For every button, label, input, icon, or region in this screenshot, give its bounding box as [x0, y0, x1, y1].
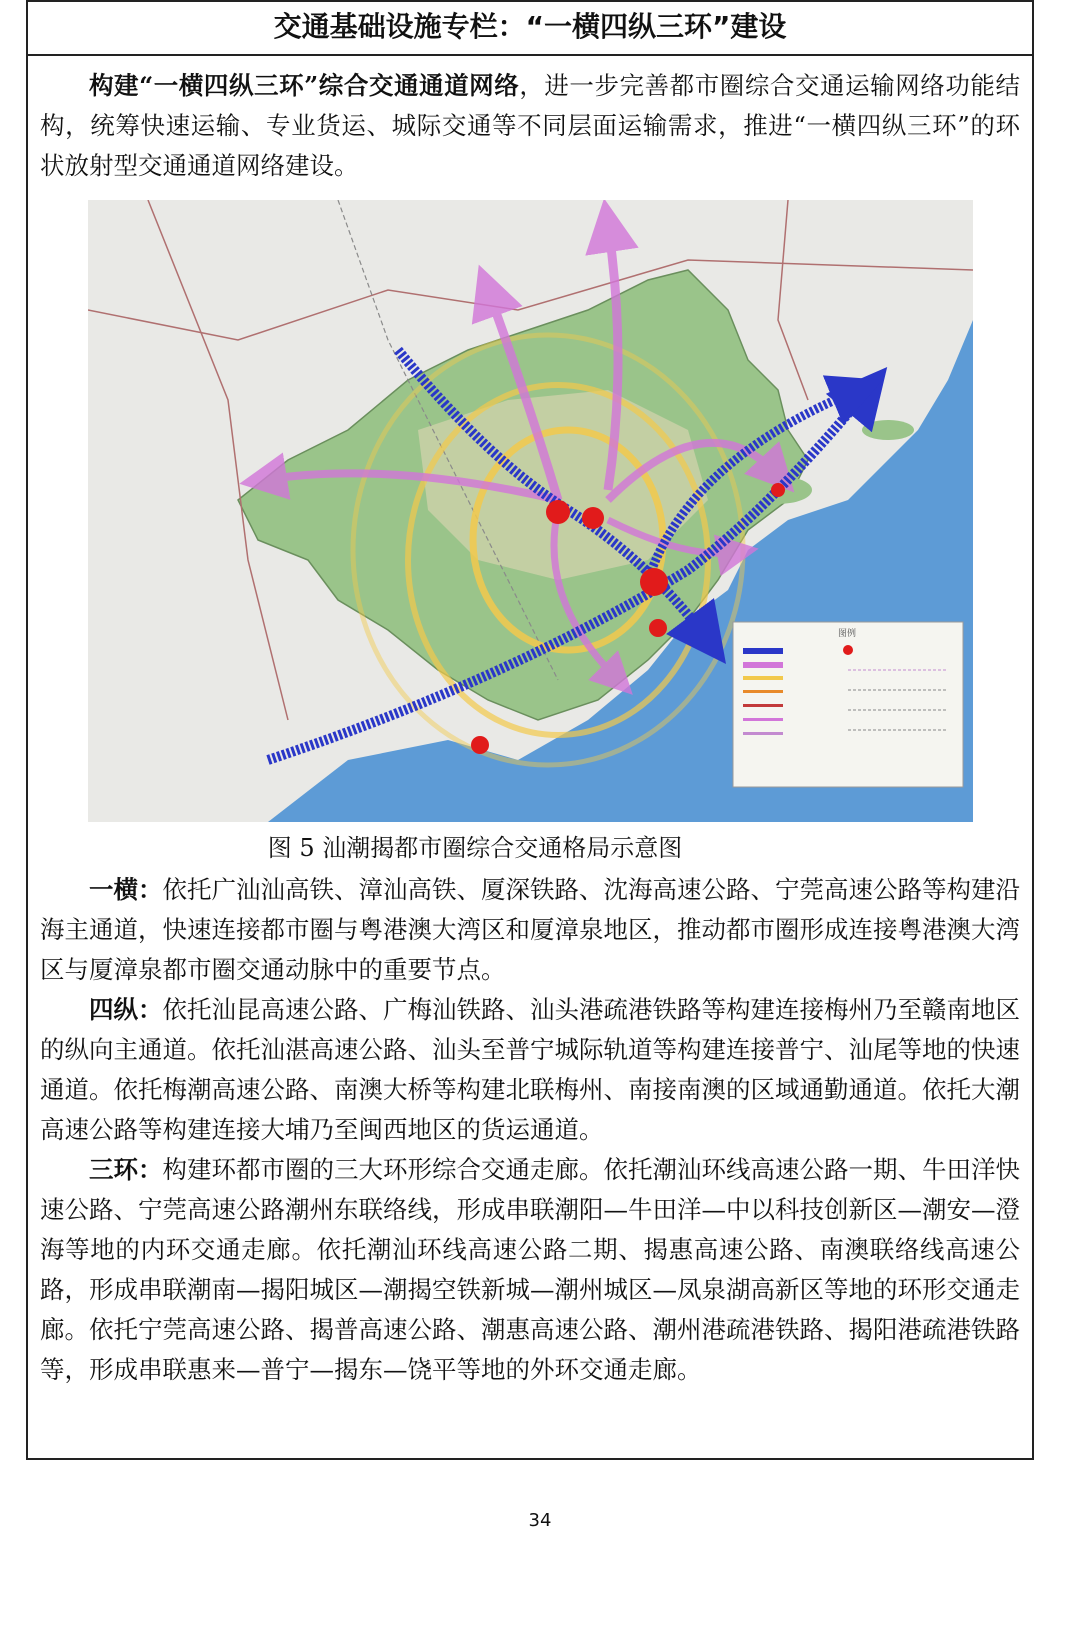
- section-paragraph-heng: [40, 870, 1020, 990]
- legend-swatch-pink: [743, 662, 783, 668]
- section-paragraph-zong: [40, 990, 1020, 1150]
- transport-map: [88, 200, 973, 822]
- legend-swatch-violet: [743, 718, 783, 721]
- city-node: [471, 736, 489, 754]
- page-number: 34: [528, 1510, 552, 1531]
- section-paragraph-huan: [40, 1150, 1020, 1390]
- section-lead-zong: 四纵：: [89, 995, 163, 1024]
- city-node: [546, 500, 570, 524]
- feature-box: [26, 0, 1034, 1460]
- section-lead-huan: 三环：: [89, 1155, 163, 1184]
- legend-swatch-orange: [743, 690, 783, 693]
- section-text-heng: 依托广汕汕高铁、漳汕高铁、厦深铁路、沈海高速公路、宁莞高速公路等构建沿海主通道，快速连接都市圈与粤港澳大湾区和厦漳泉地区，推动都市圈形成连接粤港澳大湾区与厦漳泉都市圈交通动脉中的重要节点。: [40, 875, 1020, 984]
- legend-node-icon: [843, 645, 853, 655]
- city-node: [771, 483, 785, 497]
- figure-caption: 图 5 汕潮揭都市圈综合交通格局示意图: [267, 834, 683, 862]
- legend-swatch-blue: [743, 648, 783, 654]
- intro-lead: 构建“一横四纵三环”综合交通通道网络: [89, 71, 520, 100]
- intro-text: ，进一步完善都市圈综合交通运输网络功能结构，统筹快速运输、专业货运、城际交通等不同层面运输需求，推进“一横四纵三环”的环状放射型交通通道网络建设。: [40, 71, 1020, 180]
- map-figure: [88, 200, 973, 822]
- city-node: [582, 507, 604, 529]
- box-title: 交通基础设施专栏：“一横四纵三环”建设: [28, 2, 1032, 56]
- intro-paragraph: [40, 66, 1020, 186]
- section-text-huan: 构建环都市圈的三大环形综合交通走廊。依托潮汕环线高速公路一期、牛田洋快速公路、宁莞高速公路潮州东联络线，形成串联潮阳—牛田洋—中以科技创新区—潮安—澄海等地的内环交通走廊。依托潮汕环线高速公路二期、揭惠高速公路、南澳联络线高速公路，形成串联潮南—揭阳城区—潮揭空铁新城—潮州城区—凤泉湖高新区等地的环形交通走廊。依托宁莞高速公路、揭普高速公路、潮惠高速公路、潮州港疏港铁路、揭阳港疏港铁路等，形成串联惠来—普宁—揭东—饶平等地的外环交通走廊。: [40, 1155, 1020, 1384]
- legend-swatch-red: [743, 704, 783, 707]
- section-text-zong: 依托汕昆高速公路、广梅汕铁路、汕头港疏港铁路等构建连接梅州乃至赣南地区的纵向主通道。依托汕湛高速公路、汕头至普宁城际轨道等构建连接普宁、汕尾等地的快速通道。依托梅潮高速公路、南澳大桥等构建北联梅州、南接南澳的区域通勤通道。依托大潮高速公路等构建连接大埔乃至闽西地区的货运通道。: [40, 995, 1020, 1144]
- island-far-east: [862, 420, 914, 440]
- legend-title: 图例: [837, 629, 856, 639]
- city-node: [649, 619, 667, 637]
- section-lead-heng: 一横：: [89, 875, 163, 904]
- legend-swatch-yellow: [743, 676, 783, 680]
- city-node-shantou: [640, 568, 668, 596]
- legend-swatch-lilac: [743, 732, 783, 735]
